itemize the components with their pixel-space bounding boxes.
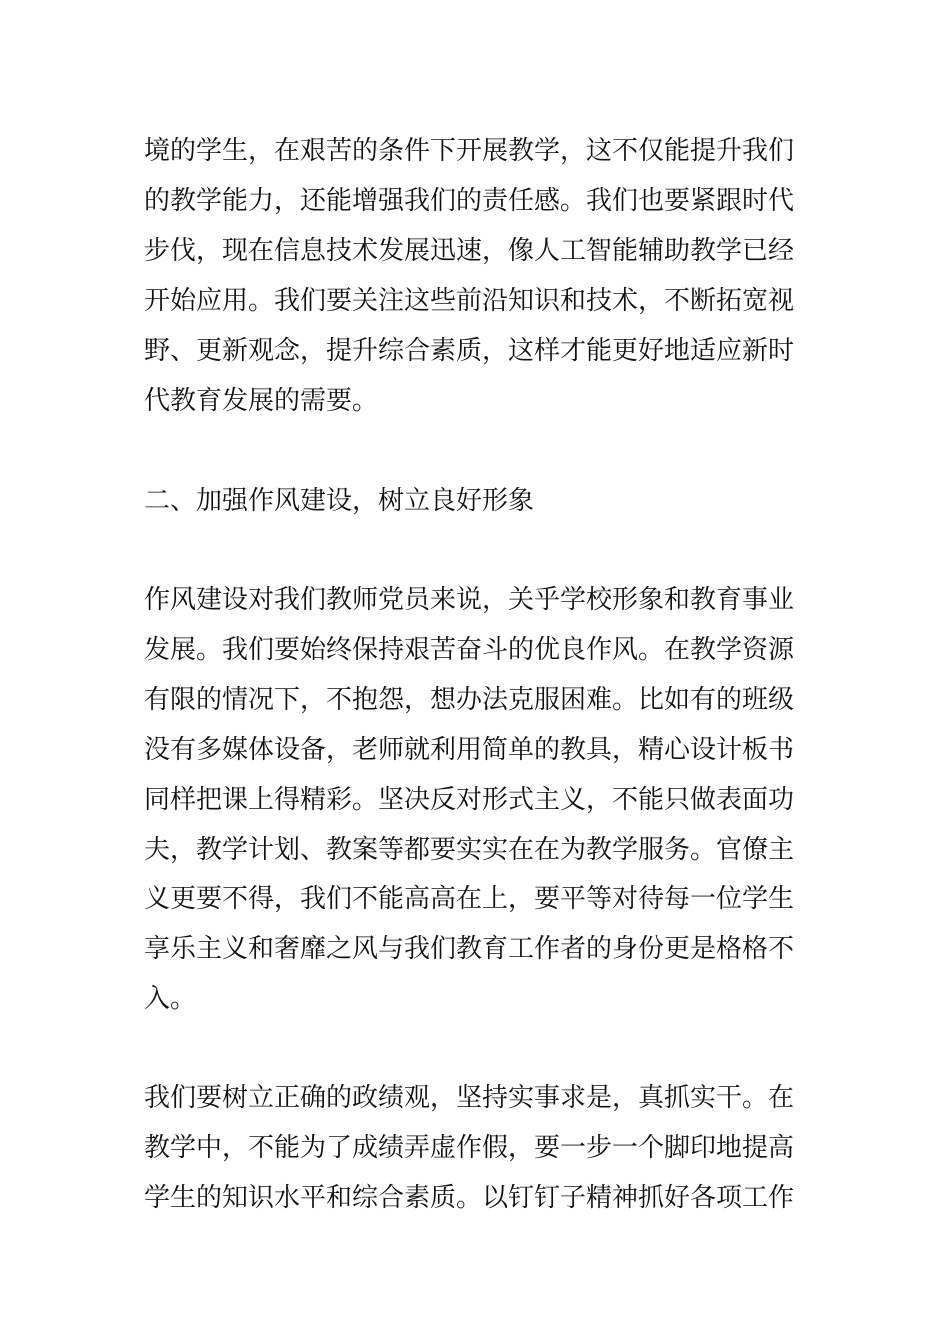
paragraph-2-line-8: 享乐主义和奢靡之风与我们教育工作者的身份更是格格不 — [144, 934, 795, 964]
paragraph-2-line-7: 义更要不得，我们不能高高在上，要平等对待每一位学生 — [144, 884, 795, 914]
paragraph-2-line-9: 入。 — [144, 984, 197, 1014]
paragraph-2-line-1: 作风建设对我们教师党员来说，关乎学校形象和教育事业 — [144, 585, 795, 615]
paragraph-1-line-6: 代教育发展的需要。 — [144, 386, 379, 416]
paragraph-2-line-4: 没有多媒体设备，老师就利用简单的教具，精心设计板书 — [144, 735, 795, 765]
paragraph-1-line-3: 步伐，现在信息技术发展迅速，像人工智能辅助教学已经 — [144, 236, 795, 266]
paragraph-1-line-5: 野、更新观念，提升综合素质，这样才能更好地适应新时 — [144, 336, 795, 366]
section-heading: 二、加强作风建设，树立良好形象 — [144, 486, 535, 516]
paragraph-1-line-4: 开始应用。我们要关注这些前沿知识和技术，不断拓宽视 — [144, 286, 795, 316]
paragraph-1-line-1: 境的学生，在艰苦的条件下开展教学，这不仅能提升我们 — [144, 136, 795, 166]
paragraph-2-line-3: 有限的情况下，不抱怨，想办法克服困难。比如有的班级 — [144, 685, 795, 715]
paragraph-2-line-5: 同样把课上得精彩。坚决反对形式主义，不能只做表面功 — [144, 785, 795, 815]
paragraph-1-line-2: 的教学能力，还能增强我们的责任感。我们也要紧跟时代 — [144, 186, 795, 216]
paragraph-3-line-1: 我们要树立正确的政绩观，坚持实事求是，真抓实干。在 — [144, 1083, 795, 1113]
paragraph-3-line-2: 教学中，不能为了成绩弄虚作假，要一步一个脚印地提高 — [144, 1133, 795, 1163]
paragraph-3-line-3: 学生的知识水平和综合素质。以钉钉子精神抓好各项工作 — [144, 1183, 795, 1213]
paragraph-2-line-6: 夫，教学计划、教案等都要实实在在为教学服务。官僚主 — [144, 835, 795, 865]
paragraph-2-line-2: 发展。我们要始终保持艰苦奋斗的优良作风。在教学资源 — [144, 635, 795, 665]
